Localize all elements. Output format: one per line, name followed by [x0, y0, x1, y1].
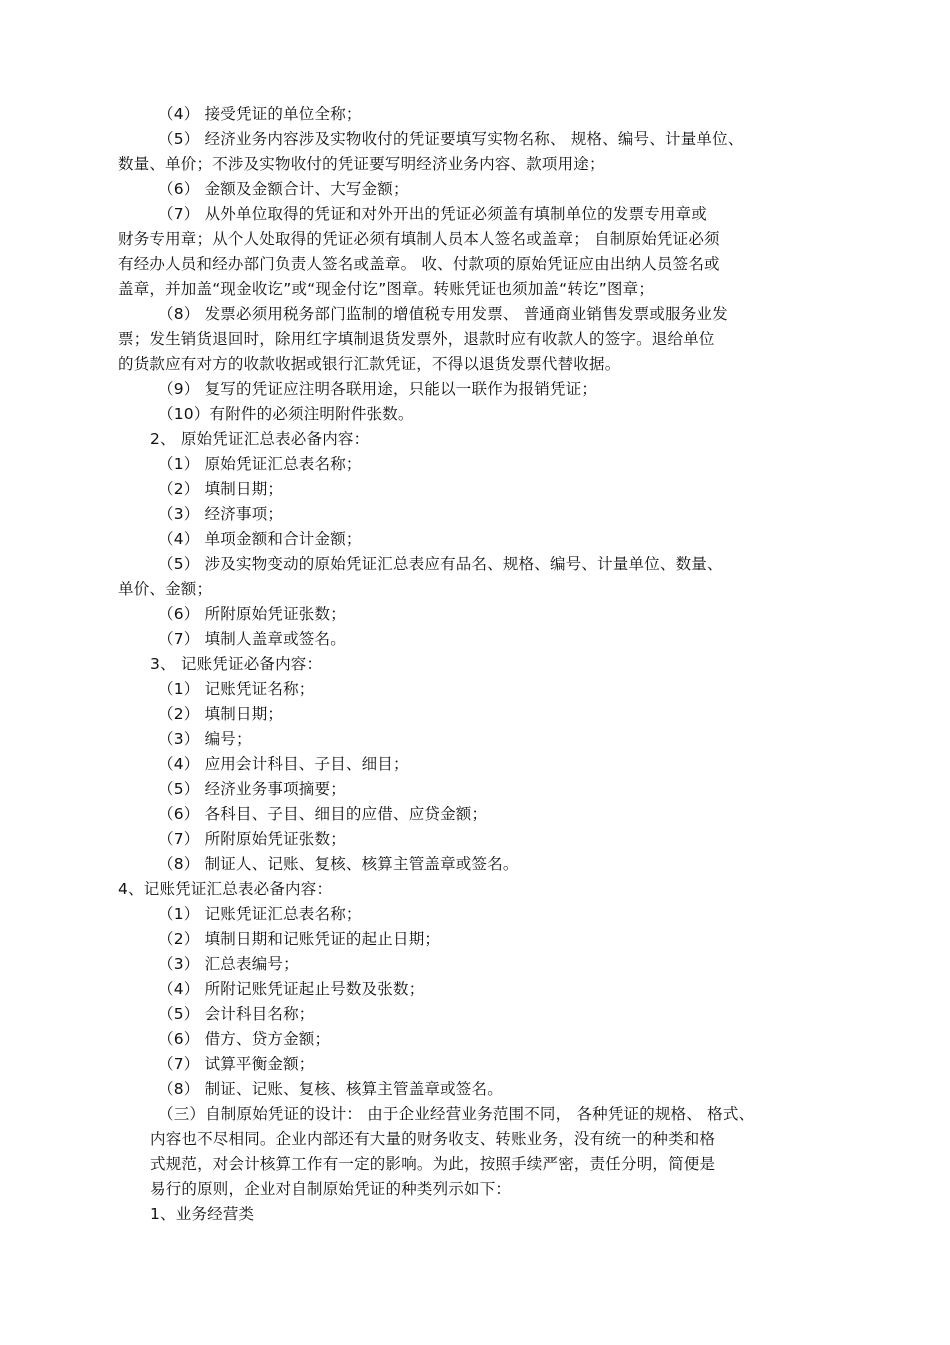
text-line: （2） 填制日期； [158, 705, 284, 723]
text-line: （4） 所附记账凭证起止号数及张数； [158, 980, 425, 998]
text-line: 内容也不尽相同。企业内部还有大量的财务收支、转账业务，没有统一的种类和格 [150, 1130, 716, 1148]
section-heading: 2、 原始凭证汇总表必备内容： [150, 430, 370, 448]
text-line: （7） 从外单位取得的凭证和对外开出的凭证必须盖有填制单位的发票专用章或 [158, 205, 707, 223]
text-line: （5） 涉及实物变动的原始凭证汇总表应有品名、规格、编号、计量单位、数量、 [158, 555, 723, 573]
text-line: 有经办人员和经办部门负责人签名或盖章。 收、付款项的原始凭证应由出纳人员签名或 [118, 255, 720, 273]
text-line: （7） 填制人盖章或签名。 [158, 630, 346, 648]
text-line: （2） 填制日期； [158, 480, 284, 498]
text-line: （5） 经济业务内容涉及实物收付的凭证要填写实物名称、 规格、编号、计量单位、 [158, 130, 744, 148]
text-line: （7） 试算平衡金额； [158, 1055, 315, 1073]
text-line: （1） 记账凭证汇总表名称； [158, 905, 362, 923]
text-line: 财务专用章；从个人处取得的凭证必须有填制人员本人签名或盖章； 自制原始凭证必须 [118, 230, 720, 248]
text-line: （2） 填制日期和记账凭证的起止日期； [158, 930, 441, 948]
text-line: 单价、金额； [118, 580, 213, 598]
text-line: （8） 制证、记账、复核、核算主管盖章或签名。 [158, 1080, 503, 1098]
text-line: （3） 汇总表编号； [158, 955, 299, 973]
text-line: （6） 各科目、子目、细目的应借、应贷金额； [158, 805, 488, 823]
text-line: （4） 接受凭证的单位全称； [158, 105, 362, 123]
text-line: 易行的原则，企业对自制原始凭证的种类列示如下： [150, 1180, 512, 1198]
text-line: （4） 应用会计科目、子目、细目； [158, 755, 409, 773]
section-heading: 3、 记账凭证必备内容： [150, 655, 323, 673]
text-line: （6） 借方、贷方金额； [158, 1030, 331, 1048]
text-line: （6） 金额及金额合计、大写金额； [158, 180, 409, 198]
text-line: （7） 所附原始凭证张数； [158, 830, 346, 848]
section-heading: 1、业务经营类 [150, 1205, 255, 1223]
text-line: 的货款应有对方的收款收据或银行汇款凭证，不得以退货发票代替收据。 [118, 355, 621, 373]
text-line: 式规范，对会计核算工作有一定的影响。为此，按照手续严密，责任分明，简便是 [150, 1155, 716, 1173]
text-line: （5） 会计科目名称； [158, 1005, 315, 1023]
text-line: （3） 经济事项； [158, 505, 284, 523]
text-line: （8） 发票必须用税务部门监制的增值税专用发票、 普通商业销售发票或服务业发 [158, 305, 728, 323]
text-line: （6） 所附原始凭证张数； [158, 605, 346, 623]
text-line: （5） 经济业务事项摘要； [158, 780, 346, 798]
text-line: （1） 记账凭证名称； [158, 680, 315, 698]
text-line: （9） 复写的凭证应注明各联用途，只能以一联作为报销凭证； [158, 380, 598, 398]
section-heading: （三）自制原始凭证的设计： 由于企业经营业务范围不同， 各种凭证的规格、 格式、 [158, 1105, 755, 1123]
text-line: （4） 单项金额和合计金额； [158, 530, 362, 548]
text-line: 票；发生销货退回时，除用红字填制退货发票外，退款时应有收款人的签字。退给单位 [118, 330, 715, 348]
text-line: 盖章，并加盖“现金收讫”或“现金付讫”图章。转账凭证也须加盖“转讫”图章； [118, 280, 655, 298]
text-line: 数量、单价；不涉及实物收付的凭证要写明经济业务内容、款项用途； [118, 155, 605, 173]
text-line: （8） 制证人、记账、复核、核算主管盖章或签名。 [158, 855, 519, 873]
text-line: （10）有附件的必须注明附件张数。 [158, 405, 414, 423]
text-line: （3） 编号； [158, 730, 252, 748]
section-heading: 4、记账凭证汇总表必备内容： [118, 880, 333, 898]
text-line: （1） 原始凭证汇总表名称； [158, 455, 362, 473]
